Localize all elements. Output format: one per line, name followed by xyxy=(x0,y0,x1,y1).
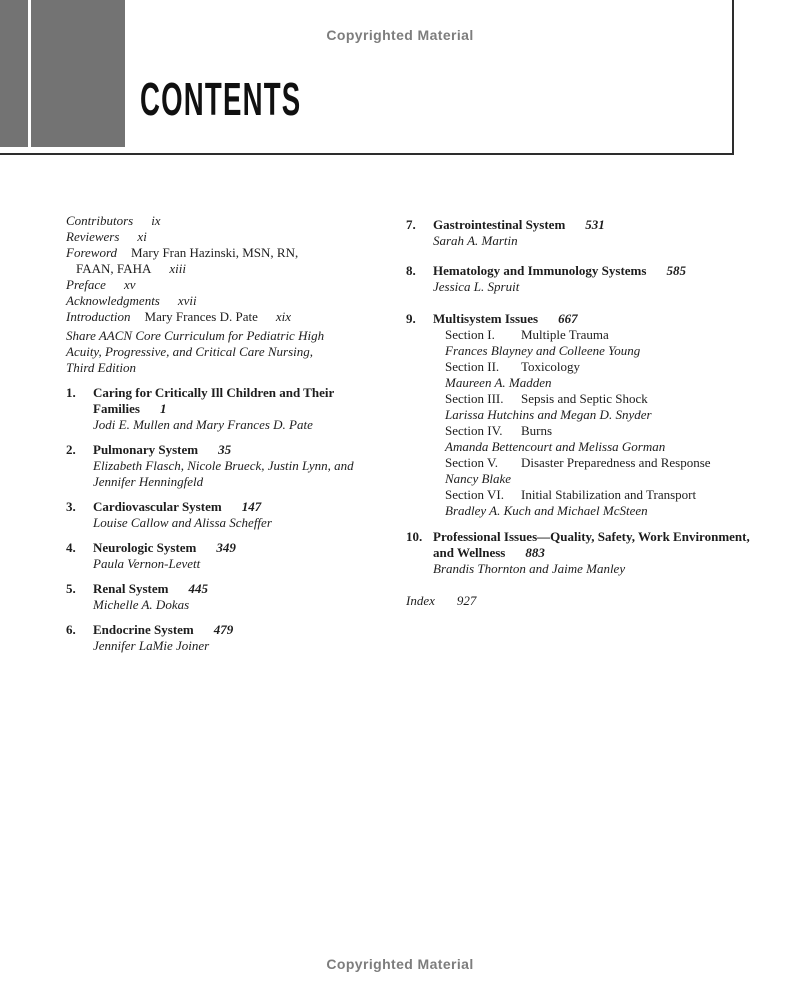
header-rule-vertical xyxy=(732,0,734,155)
section-authors: Larissa Hutchins and Megan D. Snyder xyxy=(445,407,652,422)
section-title-line xyxy=(445,455,750,471)
section-title-line xyxy=(445,359,750,375)
section-label: Section III. xyxy=(445,391,504,406)
front-matter-page: xv xyxy=(123,277,136,292)
header-gray-block xyxy=(31,0,125,147)
section-title: Burns xyxy=(521,423,553,438)
chapter-title-line xyxy=(433,311,750,327)
chapter-authors: Sarah A. Martin xyxy=(433,233,518,248)
edition-note xyxy=(66,328,388,376)
chapter-page: 1 xyxy=(159,401,167,416)
section-title: Disaster Preparedness and Response xyxy=(521,455,711,470)
chapter-page: 883 xyxy=(525,545,545,560)
chapter-page: 479 xyxy=(213,622,234,637)
chapter-authors: Jennifer LaMie Joiner xyxy=(93,638,210,653)
section-title: Toxicology xyxy=(521,359,581,374)
chapter-sections xyxy=(433,327,750,519)
front-matter-page: xiii xyxy=(169,261,186,276)
chapter-authors: Jodi E. Mullen and Mary Frances D. Pate xyxy=(93,417,313,432)
section-title-line xyxy=(445,327,750,343)
toc-right-column xyxy=(406,217,750,609)
chapter-entry xyxy=(66,581,388,613)
chapter-title: Gastrointestinal System xyxy=(433,217,566,232)
chapter-title: Cardiovascular System xyxy=(93,499,222,514)
index-entry xyxy=(406,593,750,609)
section-title: Sepsis and Septic Shock xyxy=(521,391,648,406)
toc-left-column xyxy=(66,213,388,654)
front-matter-line xyxy=(66,245,388,261)
chapter-title: Professional Issues—Quality, Safety, Work Environment, and Wellness xyxy=(433,529,750,560)
front-matter-label: Acknowledgments xyxy=(66,293,160,308)
front-matter-page: xi xyxy=(137,229,147,244)
chapter-number: 9. xyxy=(406,311,416,326)
chapter-entry xyxy=(406,529,750,577)
bottom-watermark: Copyrighted Material xyxy=(326,956,474,972)
chapter-page: 585 xyxy=(666,263,686,278)
chapter-authors: Louise Callow and Alissa Scheffer xyxy=(93,515,272,530)
front-matter-label: Preface xyxy=(66,277,106,292)
chapter-title: Renal System xyxy=(93,581,169,596)
chapter-number: 4. xyxy=(66,540,76,555)
chapter-authors: Michelle A. Dokas xyxy=(93,597,190,612)
chapter-title-line xyxy=(93,499,388,515)
chapter-title: Caring for Critically Ill Children and Their Families xyxy=(93,385,335,416)
edition-note-line: Share AACN Core Curriculum for Pediatric High xyxy=(66,328,325,343)
edition-note-line: Acuity, Progressive, and Critical Care Nursing, xyxy=(66,344,313,359)
chapter-number: 8. xyxy=(406,263,416,278)
front-matter xyxy=(66,213,388,376)
section-label: Section IV. xyxy=(445,423,503,438)
front-matter-line xyxy=(66,293,388,309)
front-matter-detail: Mary Frances D. Pate xyxy=(144,309,258,324)
chapter-entry xyxy=(406,311,750,519)
section-title-line xyxy=(445,487,750,503)
chapter-authors: Brandis Thornton and Jaime Manley xyxy=(433,561,626,576)
chapter-entry xyxy=(66,622,388,654)
section-title-line xyxy=(445,391,750,407)
header-rule-horizontal xyxy=(0,153,734,155)
chapter-number: 5. xyxy=(66,581,76,596)
chapter-title-line xyxy=(93,385,388,417)
front-matter-label: Foreword xyxy=(66,245,118,260)
chapter-title-line xyxy=(433,529,750,561)
front-matter-detail: FAAN, FAHA xyxy=(76,261,152,276)
chapter-number: 10. xyxy=(406,529,423,544)
front-matter-line xyxy=(66,213,388,229)
front-matter-label: Introduction xyxy=(66,309,131,324)
chapter-entry xyxy=(66,499,388,531)
index-label: Index xyxy=(406,593,435,608)
chapter-entry xyxy=(406,217,750,249)
chapter-authors: Jessica L. Spruit xyxy=(433,279,520,294)
chapter-title-line xyxy=(93,622,388,638)
chapter-page: 445 xyxy=(188,581,208,596)
front-matter-line xyxy=(66,277,388,293)
chapter-title: Pulmonary System xyxy=(93,442,199,457)
chapter-title: Neurologic System xyxy=(93,540,197,555)
chapter-authors: Elizabeth Flasch, Nicole Brueck, Justin Lynn, and Jennifer Henningfeld xyxy=(93,458,354,489)
front-matter-line xyxy=(66,229,388,245)
chapter-number: 1. xyxy=(66,385,76,400)
chapter-page: 667 xyxy=(558,311,578,326)
chapter-title-line xyxy=(93,442,388,458)
front-matter-line xyxy=(66,309,388,325)
section-title: Multiple Trauma xyxy=(521,327,609,342)
chapter-page: 147 xyxy=(241,499,262,514)
section-authors: Amanda Bettencourt and Melissa Gorman xyxy=(445,439,666,454)
front-matter-detail: Mary Fran Hazinski, MSN, RN, xyxy=(131,245,299,260)
chapter-entry xyxy=(406,263,750,295)
section-label: Section VI. xyxy=(445,487,504,502)
front-matter-line xyxy=(66,261,388,277)
chapter-page: 35 xyxy=(218,442,232,457)
chapter-title: Multisystem Issues xyxy=(433,311,539,326)
header-gray-strip xyxy=(0,0,28,147)
front-matter-page: xvii xyxy=(177,293,197,308)
section-authors: Frances Blayney and Colleene Young xyxy=(445,343,641,358)
chapter-title-line xyxy=(93,540,388,556)
section-authors: Nancy Blake xyxy=(445,471,512,486)
section-label: Section II. xyxy=(445,359,500,374)
chapter-title: Hematology and Immunology Systems xyxy=(433,263,647,278)
page-title: CONTENTS xyxy=(140,73,302,125)
section-title-line xyxy=(445,423,750,439)
chapter-number: 2. xyxy=(66,442,76,457)
front-matter-label: Contributors xyxy=(66,213,134,228)
edition-note-line: Third Edition xyxy=(66,360,136,375)
chapter-number: 3. xyxy=(66,499,76,514)
chapter-page: 531 xyxy=(585,217,605,232)
section-authors: Bradley A. Kuch and Michael McSteen xyxy=(445,503,648,518)
chapter-title-line xyxy=(93,581,388,597)
chapter-entry xyxy=(66,540,388,572)
chapter-page: 349 xyxy=(216,540,236,555)
chapter-number: 6. xyxy=(66,622,76,637)
section-title: Initial Stabilization and Transport xyxy=(521,487,697,502)
section-label: Section V. xyxy=(445,455,498,470)
chapter-authors: Paula Vernon-Levett xyxy=(93,556,201,571)
front-matter-page: xix xyxy=(275,309,292,324)
front-matter-label: Reviewers xyxy=(66,229,120,244)
index-page: 927 xyxy=(456,593,477,608)
front-matter-page: ix xyxy=(151,213,161,228)
chapter-title-line xyxy=(433,263,750,279)
top-watermark: Copyrighted Material xyxy=(326,27,474,43)
chapter-entry xyxy=(66,385,388,433)
section-label: Section I. xyxy=(445,327,495,342)
section-authors: Maureen A. Madden xyxy=(445,375,552,390)
chapter-title-line xyxy=(433,217,750,233)
chapter-entry xyxy=(66,442,388,490)
chapter-title: Endocrine System xyxy=(93,622,194,637)
chapter-number: 7. xyxy=(406,217,416,232)
